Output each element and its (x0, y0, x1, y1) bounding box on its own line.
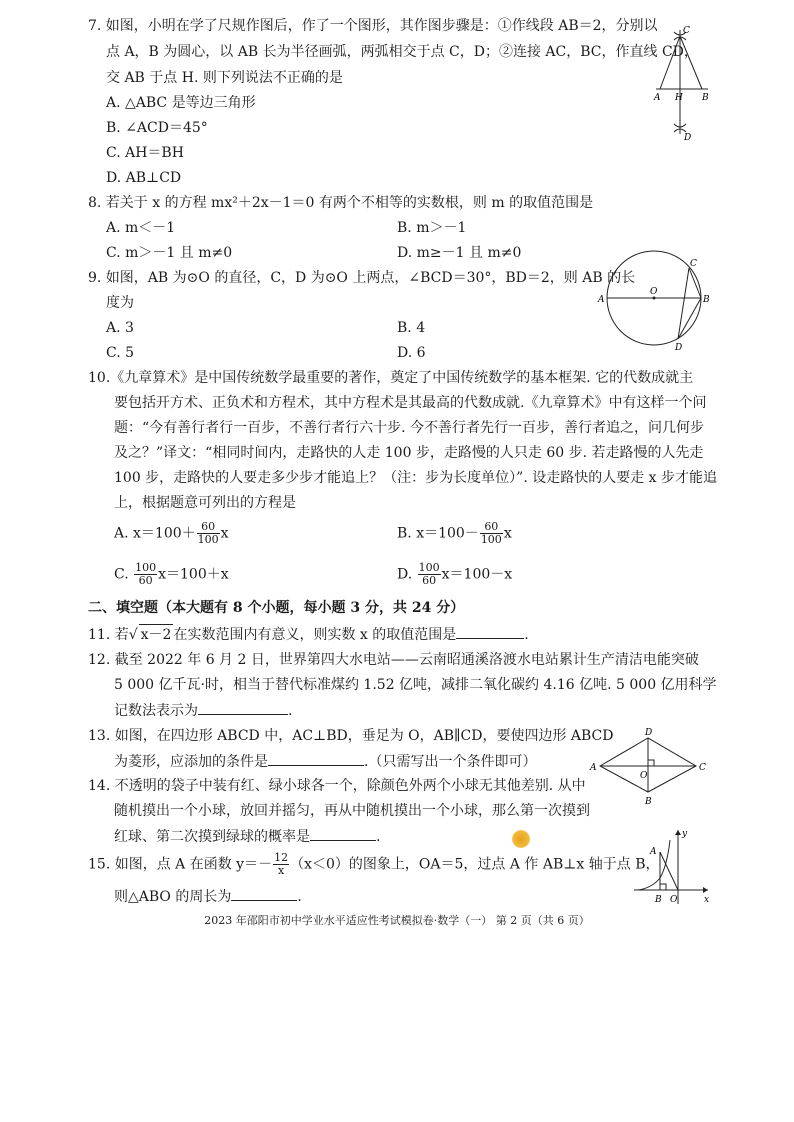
q10-option-a: A. x＝100＋ $\frac{60}{100}$ x (114, 520, 229, 546)
q9-label-o: O (650, 287, 658, 297)
q7-option-b: B. ∠ACD＝45° (106, 120, 208, 136)
q11-radicand: x－2 (139, 624, 174, 645)
q13-label-o: O (640, 771, 648, 781)
q7-label-h: H (675, 93, 683, 103)
q13-figure (588, 726, 712, 808)
q8-option-a: A. m＜－1 (106, 220, 176, 236)
q7-label-a: A (654, 93, 661, 103)
q9-label-b: B (703, 295, 710, 305)
q10-option-c-fraction: $\frac{100}{60}$ (135, 561, 157, 587)
q15-line-2: 则△ABO 的周长为 . (114, 886, 302, 907)
q9-figure (596, 246, 714, 352)
q10-line-6: 上，根据题意可列出的方程是 (114, 495, 296, 511)
q11-line: 11. 若√ x－2 在实数范围内有意义，则实数 x 的取值范围是 . (88, 624, 529, 645)
q7-option-a: A. △ABC 是等边三角形 (106, 95, 256, 111)
q14-line-3: 红球、第二次摸到绿球的概率是 . (114, 826, 380, 847)
q15-line-1: 15. 如图，点 A 在函数 y＝－ $\frac{12}{x}$ （x＜0）的图象上，OA＝5，过点 A 作 AB⊥x 轴于点 B， (88, 851, 660, 877)
q7-line-1: 7. 如图，小明在学了尺规作图后，作了一个图形，其作图步骤是：①作线段 AB＝2，分别以 (88, 18, 658, 34)
q13-label-b: B (645, 797, 652, 807)
q13-line-2: 为菱形，应添加的条件是 .（只需写出一个条件即可） (114, 751, 536, 772)
q10-line-1: 10.《九章算术》是中国传统数学最重要的著作，奠定了中国传统数学的基本框架. 它的代数成就主 (88, 370, 694, 386)
page-footer: 2023 年邵阳市初中学业水平适应性考试模拟卷·数学（一） 第 2 页（共 6 页） (204, 914, 590, 927)
q13-answer-blank[interactable] (268, 751, 364, 766)
q12-line-1: 12. 截至 2022 年 6 月 2 日，世界第四大水电站——云南昭通溪洛渡水电站累计生产清洁电能突破 (88, 652, 699, 668)
q10-option-c: C. $\frac{100}{60}$ x＝100＋x (114, 561, 229, 587)
q14-line-2: 随机摸出一个小球，放回并摇匀，再从中随机摸出一个小球，那么第一次摸到 (114, 803, 590, 819)
q10-line-5: 100 步，走路快的人要走多少步才能追上？（注：步为长度单位）”. 设走路快的人要走 x 步才能追 (114, 470, 718, 486)
q8-option-b: B. m＞－1 (397, 220, 467, 236)
q13-label-a: A (590, 763, 597, 773)
q10-option-a-fraction: $\frac{60}{100}$ (197, 520, 219, 546)
q15-answer-blank[interactable] (231, 886, 297, 901)
q7-line-2: 点 A，B 为圆心，以 AB 长为半径画弧，两弧相交于点 C，D；②连接 AC，BC，作直线 CD， (106, 44, 698, 60)
q15-figure (630, 826, 714, 908)
q7-label-d: D (684, 133, 692, 143)
q13-label-d: D (645, 728, 653, 738)
q10-option-d: D. $\frac{100}{60}$ x＝100－x (397, 561, 513, 587)
q13-label-c: C (699, 763, 706, 773)
section-2-title: 二、填空题（本大题有 8 个小题，每小题 3 分，共 24 分） (88, 600, 465, 616)
q9-label-c: C (690, 259, 697, 269)
q9-label-d: D (675, 343, 683, 352)
q10-option-d-fraction: $\frac{100}{60}$ (418, 561, 440, 587)
q12-line-3: 记数法表示为 . (114, 700, 292, 721)
q15-label-y: y (682, 829, 688, 839)
q15-label-a: A (650, 847, 657, 857)
q9-line-1: 9. 如图，AB 为⊙O 的直径，C，D 为⊙O 上两点，∠BCD＝30°，BD＝2，则 AB 的长 (88, 270, 636, 286)
q7-label-c: C (683, 26, 690, 36)
q7-line-3: 交 AB 于点 H. 则下列说法不正确的是 (106, 70, 343, 86)
q10-line-3: 题：“今有善行者行一百步，不善行者行六十步. 今不善行者先行一百步，善行者追之，问几何步 (114, 420, 705, 436)
q15-label-x: x (704, 895, 710, 905)
q11-answer-blank[interactable] (456, 624, 524, 639)
q7-option-c: C. AH＝BH (106, 145, 184, 161)
q14-line-1: 14. 不透明的袋子中装有红、绿小球各一个，除颜色外两个小球无其他差别. 从中 (88, 778, 586, 794)
q9-label-a: A (598, 295, 605, 305)
q9-option-d: D. 6 (397, 345, 426, 361)
ink-stain (512, 830, 530, 848)
q7-figure (640, 24, 720, 146)
q9-option-a: A. 3 (106, 320, 134, 336)
q15-label-o: O (670, 895, 678, 905)
q15-label-b: B (655, 895, 662, 905)
q14-answer-blank[interactable] (310, 826, 376, 841)
q10-option-b: B. x＝100－ $\frac{60}{100}$ x (397, 520, 512, 546)
q12-line-2: 5 000 亿千瓦·时，相当于替代标准煤约 1.52 亿吨，减排二氧化碳约 4.16 亿吨. 5 000 亿用科学 (114, 677, 717, 693)
q15-fraction: $\frac{12}{x}$ (274, 851, 289, 877)
q8-option-c: C. m＞－1 且 m≠0 (106, 245, 233, 261)
q7-option-d: D. AB⊥CD (106, 170, 182, 186)
q9-option-b: B. 4 (397, 320, 426, 336)
q9-line-2: 度为 (106, 295, 134, 311)
q10-option-b-fraction: $\frac{60}{100}$ (480, 520, 502, 546)
q8-stem: 8. 若关于 x 的方程 mx²＋2x－1＝0 有两个不相等的实数根，则 m 的取值范围是 (88, 195, 594, 211)
q10-line-2: 要包括开方术、正负术和方程术，其中方程术是其最高的代数成就.《九章算术》中有这样一个问 (114, 395, 707, 411)
q9-option-c: C. 5 (106, 345, 135, 361)
q13-line-1: 13. 如图，在四边形 ABCD 中，AC⊥BD，垂足为 O，AB∥CD，要使四边形 ABCD (88, 728, 614, 744)
q10-line-4: 及之？”译文：“相同时间内，走路快的人走 100 步，走路慢的人只走 60 步. 若走路慢的人先走 (114, 445, 704, 461)
q7-label-b: B (702, 93, 709, 103)
q8-option-d: D. m≥－1 且 m≠0 (397, 245, 522, 261)
q12-answer-blank[interactable] (198, 700, 288, 715)
